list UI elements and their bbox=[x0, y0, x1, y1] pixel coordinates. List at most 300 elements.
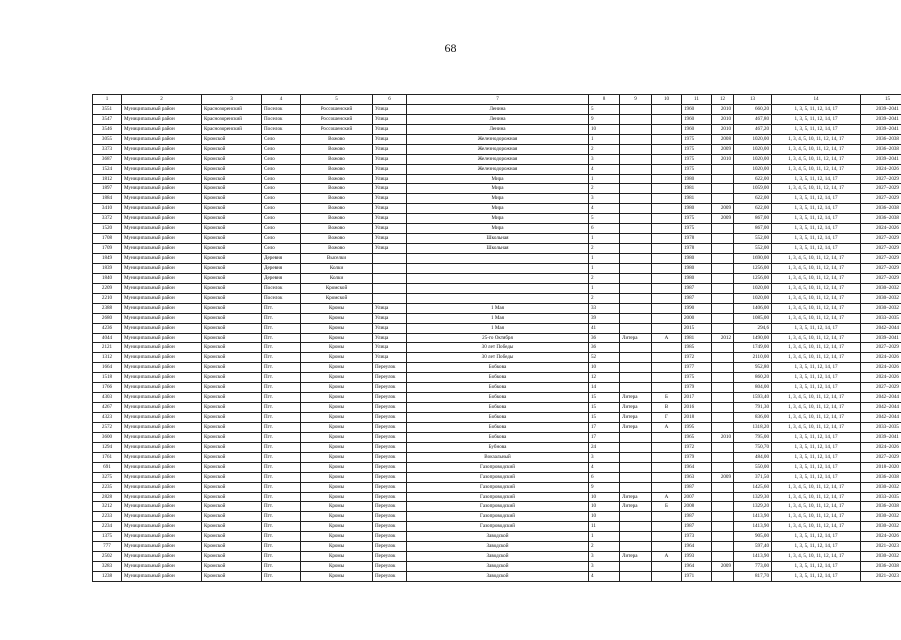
district-cell: Кромской bbox=[202, 572, 262, 582]
year-renovated-cell bbox=[712, 234, 734, 244]
work-types-cell: 1, 3, 5, 11, 12, 14, 17 bbox=[772, 244, 861, 254]
street-type-cell: Переулок bbox=[373, 482, 407, 492]
year-built-cell: 1990 bbox=[682, 303, 712, 313]
table-row bbox=[93, 234, 901, 244]
record-id-cell: 3546 bbox=[93, 124, 122, 134]
record-id-cell: 4044 bbox=[93, 333, 122, 343]
work-types-cell: 1, 3, 4, 5, 10, 11, 12, 14, 17 bbox=[772, 492, 861, 502]
building-letter-label-cell bbox=[620, 114, 652, 124]
house-number-cell: 36 bbox=[589, 333, 620, 343]
house-number-cell: 4 bbox=[589, 164, 620, 174]
settlement-type-cell: Пгт. bbox=[262, 333, 301, 343]
house-number-cell: 2 bbox=[589, 273, 620, 283]
year-renovated-cell bbox=[712, 403, 734, 413]
district-cell: Кромской bbox=[202, 273, 262, 283]
settlement-type-cell: Пгт. bbox=[262, 383, 301, 393]
work-types-cell: 1, 3, 5, 11, 12, 14, 17 bbox=[772, 114, 861, 124]
house-number-cell: 1 bbox=[589, 263, 620, 273]
district-cell: Кромской bbox=[202, 532, 262, 542]
area-cell: 552,00 bbox=[734, 244, 772, 254]
street-cell: 1 Мая bbox=[407, 303, 589, 313]
settlement-type-cell: Поселок bbox=[262, 114, 301, 124]
work-types-cell: 1, 3, 5, 11, 12, 14, 17 bbox=[772, 472, 861, 482]
settlement-cell: Колки bbox=[301, 263, 373, 273]
house-number-cell: 2 bbox=[589, 293, 620, 303]
table-row bbox=[93, 452, 901, 462]
district-cell: Кромской bbox=[202, 403, 262, 413]
settlement-type-cell: Село bbox=[262, 194, 301, 204]
year-built-cell: 1987 bbox=[682, 522, 712, 532]
year-renovated-cell bbox=[712, 452, 734, 462]
record-id-cell: 1839 bbox=[93, 263, 122, 273]
work-types-cell: 1, 3, 4, 5, 10, 11, 12, 14, 17 bbox=[772, 254, 861, 264]
year-renovated-cell bbox=[712, 522, 734, 532]
district-type-cell: Муниципальный район bbox=[122, 363, 202, 373]
building-letter-cell bbox=[652, 154, 682, 164]
work-types-cell: 1, 3, 5, 11, 12, 14, 17 bbox=[772, 442, 861, 452]
building-letter-cell: А bbox=[652, 333, 682, 343]
building-letter-label-cell: Литера bbox=[620, 393, 652, 403]
record-id-cell: 3410 bbox=[93, 204, 122, 214]
work-types-cell: 1, 3, 5, 11, 12, 14, 17 bbox=[772, 234, 861, 244]
period-cell: 2030–2032 bbox=[861, 482, 901, 492]
year-built-cell: 1975 bbox=[682, 134, 712, 144]
district-type-cell: Муниципальный район bbox=[122, 532, 202, 542]
building-letter-label-cell: Литера bbox=[620, 422, 652, 432]
settlement-type-cell: Пгт. bbox=[262, 413, 301, 423]
house-number-cell: 4 bbox=[589, 204, 620, 214]
district-type-cell: Муниципальный район bbox=[122, 234, 202, 244]
district-type-cell: Муниципальный район bbox=[122, 482, 202, 492]
district-cell: Кромской bbox=[202, 343, 262, 353]
work-types-cell: 1, 3, 4, 5, 10, 11, 12, 14, 17 bbox=[772, 164, 861, 174]
column-number-6: 6 bbox=[373, 95, 407, 105]
area-cell: 773,00 bbox=[734, 562, 772, 572]
period-cell: 2027–2029 bbox=[861, 343, 901, 353]
building-letter-label-cell bbox=[620, 283, 652, 293]
street-type-cell: Переулок bbox=[373, 542, 407, 552]
district-cell: Кромской bbox=[202, 333, 262, 343]
table-row bbox=[93, 353, 901, 363]
year-renovated-cell bbox=[712, 343, 734, 353]
area-cell: 597,40 bbox=[734, 542, 772, 552]
year-renovated-cell: 2009 bbox=[712, 214, 734, 224]
building-letter-cell bbox=[652, 214, 682, 224]
settlement-cell: Кромы bbox=[301, 373, 373, 383]
district-type-cell: Муниципальный район bbox=[122, 224, 202, 234]
building-letter-cell bbox=[652, 184, 682, 194]
area-cell: 1329,30 bbox=[734, 492, 772, 502]
street-cell: Газопроводский bbox=[407, 492, 589, 502]
street-cell: Школьная bbox=[407, 244, 589, 254]
period-cell: 2039–2041 bbox=[861, 124, 901, 134]
period-cell: 2027–2029 bbox=[861, 254, 901, 264]
street-type-cell: Улица bbox=[373, 343, 407, 353]
district-type-cell: Муниципальный район bbox=[122, 373, 202, 383]
street-type-cell bbox=[373, 263, 407, 273]
district-cell: Кромской bbox=[202, 393, 262, 403]
table-row bbox=[93, 154, 901, 164]
street-type-cell: Переулок bbox=[373, 422, 407, 432]
period-cell: 2033–2035 bbox=[861, 492, 901, 502]
area-cell: 622,00 bbox=[734, 194, 772, 204]
settlement-cell: Кромы bbox=[301, 403, 373, 413]
year-renovated-cell bbox=[712, 194, 734, 204]
building-letter-label-cell: Литера bbox=[620, 413, 652, 423]
table-row bbox=[93, 502, 901, 512]
year-built-cell: 1973 bbox=[682, 532, 712, 542]
record-id-cell: 1664 bbox=[93, 363, 122, 373]
settlement-type-cell: Село bbox=[262, 224, 301, 234]
street-cell: 30 лет Победы bbox=[407, 343, 589, 353]
house-number-cell: 1 bbox=[589, 234, 620, 244]
district-type-cell: Муниципальный район bbox=[122, 273, 202, 283]
year-renovated-cell bbox=[712, 303, 734, 313]
year-built-cell: 2008 bbox=[682, 502, 712, 512]
settlement-cell: Кромы bbox=[301, 323, 373, 333]
column-number-8: 8 bbox=[589, 95, 620, 105]
settlement-cell: Вожово bbox=[301, 194, 373, 204]
period-cell: 2018–2020 bbox=[861, 462, 901, 472]
year-renovated-cell: 2009 bbox=[712, 144, 734, 154]
period-cell: 2042–2044 bbox=[861, 323, 901, 333]
district-cell: Кромской bbox=[202, 422, 262, 432]
settlement-cell: Кромы bbox=[301, 472, 373, 482]
settlement-cell: Кромы bbox=[301, 303, 373, 313]
building-letter-label-cell bbox=[620, 462, 652, 472]
building-letter-label-cell bbox=[620, 214, 652, 224]
period-cell: 2027–2029 bbox=[861, 273, 901, 283]
settlement-type-cell: Село bbox=[262, 184, 301, 194]
table-row bbox=[93, 283, 901, 293]
work-types-cell: 1, 3, 5, 11, 12, 14, 17 bbox=[772, 532, 861, 542]
record-id-cell: 4236 bbox=[93, 323, 122, 333]
table-row bbox=[93, 373, 901, 383]
record-id-cell: 2210 bbox=[93, 293, 122, 303]
house-number-cell: 10 bbox=[589, 124, 620, 134]
building-letter-cell bbox=[652, 363, 682, 373]
period-cell: 2024–2026 bbox=[861, 353, 901, 363]
column-number-13: 13 bbox=[734, 95, 772, 105]
year-renovated-cell: 2010 bbox=[712, 104, 734, 114]
building-letter-cell bbox=[652, 303, 682, 313]
record-id-cell: 3372 bbox=[93, 214, 122, 224]
record-id-cell: 3687 bbox=[93, 154, 122, 164]
table-row bbox=[93, 124, 901, 134]
district-cell: Кромской bbox=[202, 144, 262, 154]
district-type-cell: Муниципальный район bbox=[122, 502, 202, 512]
area-cell: 622,00 bbox=[734, 174, 772, 184]
area-cell: 1406,00 bbox=[734, 303, 772, 313]
district-type-cell: Муниципальный район bbox=[122, 114, 202, 124]
year-renovated-cell bbox=[712, 393, 734, 403]
street-type-cell: Улица bbox=[373, 244, 407, 254]
period-cell: 2039–2041 bbox=[861, 432, 901, 442]
building-letter-cell bbox=[652, 373, 682, 383]
column-number-15: 15 bbox=[861, 95, 901, 105]
building-letter-cell bbox=[652, 442, 682, 452]
table-row bbox=[93, 204, 901, 214]
record-id-cell: 1812 bbox=[93, 174, 122, 184]
area-cell: 1413,90 bbox=[734, 512, 772, 522]
area-cell: 660,20 bbox=[734, 104, 772, 114]
table-row bbox=[93, 413, 901, 423]
building-letter-cell bbox=[652, 244, 682, 254]
building-letter-cell bbox=[652, 323, 682, 333]
settlement-type-cell: Пгт. bbox=[262, 343, 301, 353]
building-letter-label-cell bbox=[620, 363, 652, 373]
period-cell: 2027–2029 bbox=[861, 184, 901, 194]
district-type-cell: Муниципальный район bbox=[122, 174, 202, 184]
house-number-cell: 6 bbox=[589, 224, 620, 234]
record-id-cell: 2388 bbox=[93, 303, 122, 313]
house-number-cell: 14 bbox=[589, 383, 620, 393]
street-type-cell: Переулок bbox=[373, 363, 407, 373]
building-letter-cell bbox=[652, 472, 682, 482]
year-renovated-cell bbox=[712, 482, 734, 492]
street-cell: Газопроводский bbox=[407, 502, 589, 512]
building-letter-cell bbox=[652, 313, 682, 323]
district-type-cell: Муниципальный район bbox=[122, 333, 202, 343]
settlement-cell: Кромы bbox=[301, 492, 373, 502]
work-types-cell: 1, 3, 4, 5, 10, 11, 12, 14, 17 bbox=[772, 273, 861, 283]
district-cell: Кромской bbox=[202, 323, 262, 333]
district-cell: Кромской bbox=[202, 174, 262, 184]
record-id-cell: 1840 bbox=[93, 273, 122, 283]
area-cell: 1749,00 bbox=[734, 343, 772, 353]
record-id-cell: 3055 bbox=[93, 134, 122, 144]
building-letter-cell bbox=[652, 353, 682, 363]
table-row bbox=[93, 572, 901, 582]
table-row bbox=[93, 542, 901, 552]
district-cell: Кромской bbox=[202, 442, 262, 452]
record-id-cell: 1294 bbox=[93, 442, 122, 452]
table-row bbox=[93, 562, 901, 572]
table-row bbox=[93, 403, 901, 413]
street-cell bbox=[407, 283, 589, 293]
district-type-cell: Муниципальный район bbox=[122, 442, 202, 452]
area-cell: 2110,00 bbox=[734, 353, 772, 363]
building-letter-label-cell bbox=[620, 373, 652, 383]
year-built-cell: 2017 bbox=[682, 393, 712, 403]
period-cell: 2042–2044 bbox=[861, 403, 901, 413]
building-letter-label-cell bbox=[620, 482, 652, 492]
work-types-cell: 1, 3, 4, 5, 10, 11, 12, 14, 17 bbox=[772, 283, 861, 293]
year-built-cell: 1979 bbox=[682, 452, 712, 462]
district-cell: Кромской bbox=[202, 313, 262, 323]
record-id-cell: 1312 bbox=[93, 353, 122, 363]
settlement-cell: Кромы bbox=[301, 432, 373, 442]
house-number-cell: 10 bbox=[589, 512, 620, 522]
year-renovated-cell bbox=[712, 323, 734, 333]
column-number-11: 11 bbox=[682, 95, 712, 105]
settlement-type-cell: Пгт. bbox=[262, 363, 301, 373]
street-type-cell bbox=[373, 293, 407, 303]
district-cell: Кромской bbox=[202, 134, 262, 144]
period-cell: 2024–2026 bbox=[861, 373, 901, 383]
period-cell: 2030–2032 bbox=[861, 512, 901, 522]
period-cell: 2024–2026 bbox=[861, 442, 901, 452]
building-letter-cell bbox=[652, 432, 682, 442]
house-number-cell: 17 bbox=[589, 432, 620, 442]
table-row bbox=[93, 254, 901, 264]
street-cell: Бобкова bbox=[407, 403, 589, 413]
district-cell: Кромской bbox=[202, 214, 262, 224]
district-type-cell: Муниципальный район bbox=[122, 562, 202, 572]
settlement-type-cell: Пгт. bbox=[262, 432, 301, 442]
settlement-type-cell: Пгт. bbox=[262, 452, 301, 462]
settlement-cell: Кромы bbox=[301, 532, 373, 542]
street-cell: Мира bbox=[407, 174, 589, 184]
building-letter-cell bbox=[652, 254, 682, 264]
record-id-cell: 3551 bbox=[93, 104, 122, 114]
street-cell bbox=[407, 254, 589, 264]
settlement-type-cell: Пгт. bbox=[262, 482, 301, 492]
settlement-cell: Кромы bbox=[301, 333, 373, 343]
period-cell: 2024–2026 bbox=[861, 532, 901, 542]
building-letter-label-cell bbox=[620, 164, 652, 174]
work-types-cell: 1, 3, 4, 5, 10, 11, 12, 14, 17 bbox=[772, 413, 861, 423]
year-built-cell: 1975 bbox=[682, 154, 712, 164]
table-row bbox=[93, 194, 901, 204]
district-type-cell: Муниципальный район bbox=[122, 204, 202, 214]
year-built-cell: 1987 bbox=[682, 512, 712, 522]
district-cell: Кромской bbox=[202, 522, 262, 532]
building-letter-label-cell bbox=[620, 194, 652, 204]
year-built-cell: 1980 bbox=[682, 263, 712, 273]
table-row bbox=[93, 482, 901, 492]
column-number-3: 3 bbox=[202, 95, 262, 105]
building-letter-label-cell bbox=[620, 134, 652, 144]
street-type-cell: Переулок bbox=[373, 373, 407, 383]
building-letter-cell bbox=[652, 452, 682, 462]
work-types-cell: 1, 3, 4, 5, 10, 11, 12, 14, 17 bbox=[772, 552, 861, 562]
street-cell: Вокзальный bbox=[407, 452, 589, 462]
year-built-cell: 1987 bbox=[682, 482, 712, 492]
building-letter-cell: В bbox=[652, 403, 682, 413]
year-built-cell: 1960 bbox=[682, 124, 712, 134]
table-row bbox=[93, 293, 901, 303]
area-cell: 1490,00 bbox=[734, 333, 772, 343]
building-letter-label-cell: Литера bbox=[620, 492, 652, 502]
building-letter-label-cell bbox=[620, 472, 652, 482]
district-cell: Кромской bbox=[202, 413, 262, 423]
work-types-cell: 1, 3, 4, 5, 10, 11, 12, 14, 17 bbox=[772, 333, 861, 343]
street-type-cell: Улица bbox=[373, 104, 407, 114]
house-number-cell: 17 bbox=[589, 422, 620, 432]
house-number-cell: 4 bbox=[589, 572, 620, 582]
record-id-cell: 3275 bbox=[93, 472, 122, 482]
year-built-cell: 1980 bbox=[682, 273, 712, 283]
area-cell: 1020,00 bbox=[734, 134, 772, 144]
building-letter-cell: А bbox=[652, 422, 682, 432]
record-id-cell: 2235 bbox=[93, 482, 122, 492]
settlement-type-cell: Село bbox=[262, 144, 301, 154]
house-number-cell: 6 bbox=[589, 472, 620, 482]
area-cell: 905,00 bbox=[734, 532, 772, 542]
settlement-type-cell: Пгт. bbox=[262, 303, 301, 313]
work-types-cell: 1, 3, 4, 5, 10, 11, 12, 14, 17 bbox=[772, 263, 861, 273]
year-renovated-cell bbox=[712, 363, 734, 373]
year-built-cell: 1975 bbox=[682, 144, 712, 154]
district-cell: Кромской bbox=[202, 234, 262, 244]
district-type-cell: Муниципальный район bbox=[122, 154, 202, 164]
district-cell: Краснозоренский bbox=[202, 124, 262, 134]
street-type-cell: Улица bbox=[373, 303, 407, 313]
district-cell: Кромской bbox=[202, 482, 262, 492]
year-built-cell: 1975 bbox=[682, 164, 712, 174]
settlement-type-cell: Пгт. bbox=[262, 532, 301, 542]
record-id-cell: 3373 bbox=[93, 144, 122, 154]
year-renovated-cell bbox=[712, 542, 734, 552]
settlement-type-cell: Пгт. bbox=[262, 502, 301, 512]
table-row bbox=[93, 244, 901, 254]
building-letter-cell bbox=[652, 512, 682, 522]
district-cell: Кромской bbox=[202, 353, 262, 363]
period-cell: 2036–2038 bbox=[861, 472, 901, 482]
settlement-cell: Кромы bbox=[301, 572, 373, 582]
settlement-cell: Кромы bbox=[301, 542, 373, 552]
year-built-cell: 1972 bbox=[682, 353, 712, 363]
street-cell: Железнодорожная bbox=[407, 134, 589, 144]
table-row bbox=[93, 462, 901, 472]
building-letter-label-cell bbox=[620, 254, 652, 264]
year-built-cell: 1965 bbox=[682, 432, 712, 442]
area-cell: 1425,60 bbox=[734, 482, 772, 492]
street-cell bbox=[407, 263, 589, 273]
year-renovated-cell bbox=[712, 244, 734, 254]
settlement-cell: Кромы bbox=[301, 442, 373, 452]
period-cell: 2030–2032 bbox=[861, 552, 901, 562]
district-type-cell: Муниципальный район bbox=[122, 452, 202, 462]
column-number-2: 2 bbox=[122, 95, 202, 105]
settlement-type-cell: Село bbox=[262, 174, 301, 184]
work-types-cell: 1, 3, 5, 11, 12, 14, 17 bbox=[772, 104, 861, 114]
period-cell: 2024–2026 bbox=[861, 363, 901, 373]
street-cell: Газопроводский bbox=[407, 482, 589, 492]
table-row bbox=[93, 333, 901, 343]
year-renovated-cell: 2010 bbox=[712, 432, 734, 442]
house-number-cell: 3 bbox=[589, 452, 620, 462]
settlement-type-cell: Пгт. bbox=[262, 542, 301, 552]
street-cell: Заводской bbox=[407, 542, 589, 552]
settlement-cell: Кромы bbox=[301, 552, 373, 562]
record-id-cell: 1766 bbox=[93, 383, 122, 393]
building-letter-label-cell bbox=[620, 263, 652, 273]
settlement-type-cell: Пгт. bbox=[262, 552, 301, 562]
year-renovated-cell: 2008 bbox=[712, 134, 734, 144]
building-letter-label-cell bbox=[620, 224, 652, 234]
settlement-cell: Вожово bbox=[301, 154, 373, 164]
street-cell: Железнодорожная bbox=[407, 154, 589, 164]
district-type-cell: Муниципальный район bbox=[122, 164, 202, 174]
house-number-cell: 2 bbox=[589, 244, 620, 254]
year-built-cell: 1987 bbox=[682, 293, 712, 303]
record-id-cell: 2234 bbox=[93, 522, 122, 532]
street-type-cell: Улица bbox=[373, 204, 407, 214]
record-id-cell: 2209 bbox=[93, 283, 122, 293]
house-number-cell: 15 bbox=[589, 393, 620, 403]
street-cell: 25-го Октября bbox=[407, 333, 589, 343]
settlement-type-cell: Село bbox=[262, 204, 301, 214]
house-number-cell: 4 bbox=[589, 462, 620, 472]
street-type-cell bbox=[373, 254, 407, 264]
street-cell: Заводской bbox=[407, 532, 589, 542]
district-type-cell: Муниципальный район bbox=[122, 353, 202, 363]
street-type-cell: Улица bbox=[373, 214, 407, 224]
period-cell: 2027–2029 bbox=[861, 194, 901, 204]
building-letter-label-cell bbox=[620, 323, 652, 333]
